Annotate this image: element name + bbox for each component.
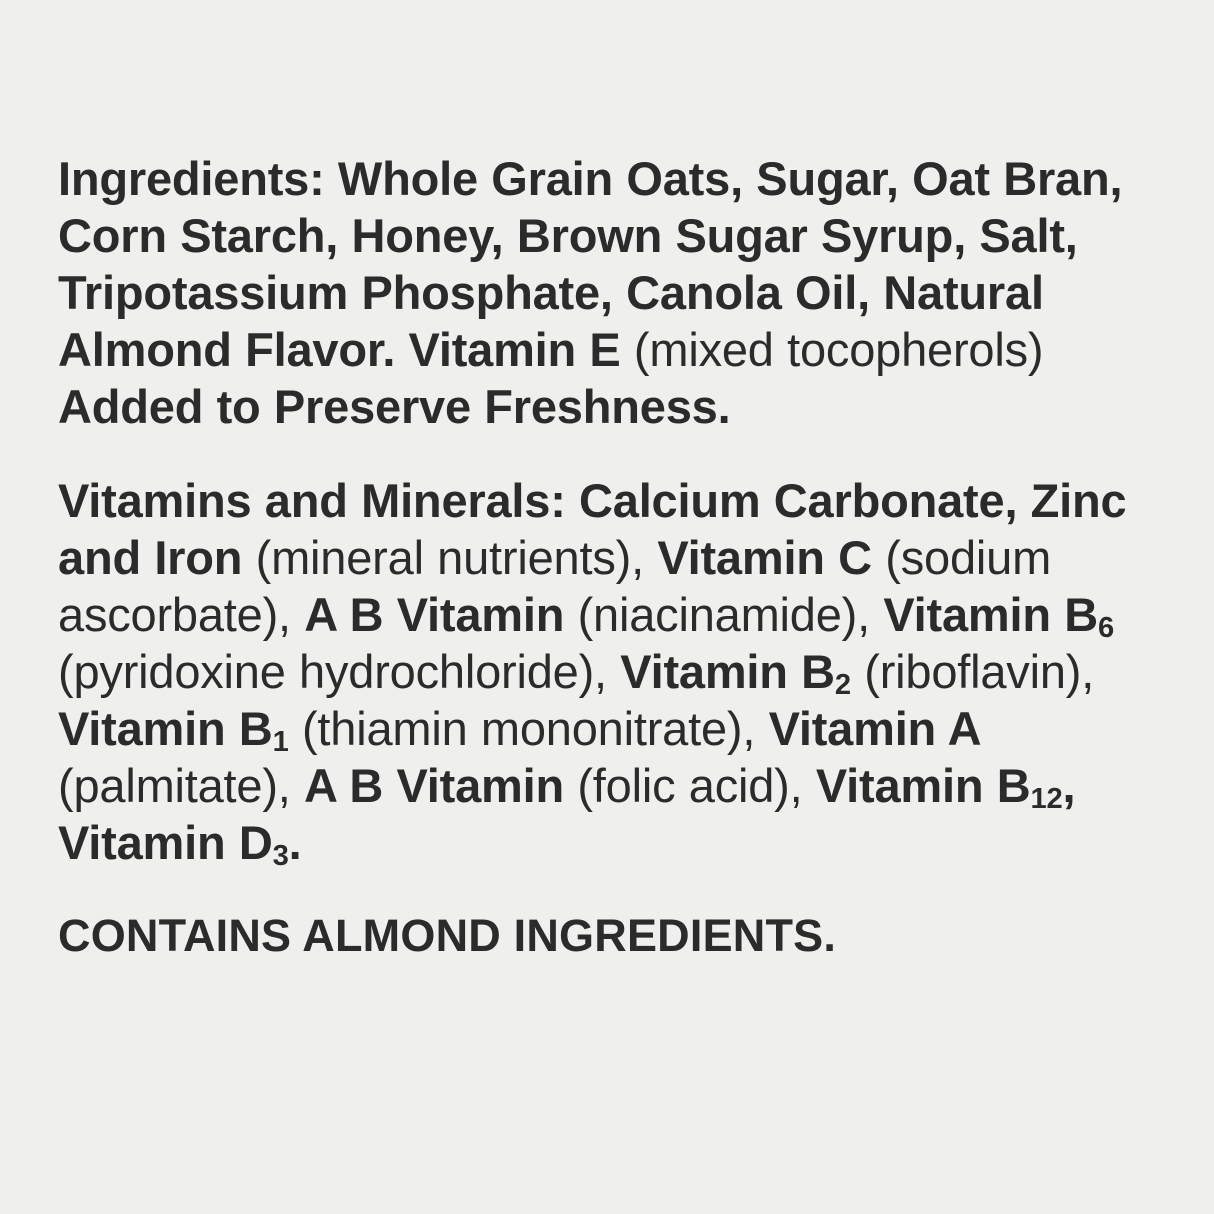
vitamin-b1-detail: (thiamin mononitrate),	[288, 702, 769, 755]
vitamin-b2-label: Vitamin B	[620, 645, 835, 698]
b-vitamin-folic-acid-label: A B Vitamin	[304, 759, 564, 812]
label-text-content	[58, 150, 1168, 963]
vitamin-d3-terminator: .	[288, 816, 302, 869]
vitamin-b6-label: Vitamin B	[883, 588, 1098, 641]
vitamin-c-detail: (sodium ascorbate),	[58, 531, 1052, 641]
vitamin-b6-detail: (pyridoxine hydrochloride),	[58, 645, 621, 698]
vitamin-e-detail: (mixed tocopherols)	[620, 323, 1044, 376]
vitamin-b12-label: Vitamin B	[815, 759, 1031, 812]
vitamin-b1-subscript: 1	[272, 726, 289, 759]
vitamin-b2-detail: (riboflavin),	[850, 645, 1095, 698]
b-vitamin-folic-acid-detail: (folic acid),	[564, 759, 816, 812]
vitamins-segment-1-plain: (mineral nutrients),	[242, 531, 658, 584]
vitamin-b1-label: Vitamin B	[58, 702, 273, 755]
vitamin-c-label: Vitamin C	[657, 531, 872, 584]
vitamin-b2-subscript: 2	[834, 669, 851, 702]
vitamin-d3-label: Vitamin D	[58, 816, 273, 869]
vitamin-e-label: Vitamin E	[408, 323, 621, 376]
ingredients-paragraph	[58, 150, 1168, 435]
vitamin-a-detail: (palmitate),	[58, 759, 305, 812]
vitamins-segment-1-bold: Calcium Carbonate, Zinc and Iron	[58, 474, 1127, 584]
b-vitamin-niacinamide-label: A B Vitamin	[304, 588, 565, 641]
allergen-statement: CONTAINS ALMOND INGREDIENTS.	[58, 910, 837, 961]
vitamins-minerals-paragraph	[58, 472, 1168, 871]
ingredients-heading: Ingredients:	[58, 152, 325, 205]
vitamin-d3-subscript: 3	[272, 840, 289, 873]
vitamin-b12-subscript: 12	[1030, 783, 1063, 816]
vitamins-minerals-heading: Vitamins and Minerals:	[58, 474, 566, 527]
vitamin-a-label: Vitamin A	[768, 702, 982, 755]
vitamin-b12-separator: ,	[1062, 759, 1076, 812]
preserve-freshness-note: Added to Preserve Freshness.	[58, 380, 731, 433]
ingredients-body: Whole Grain Oats, Sugar, Oat Bran, Corn Starch, Honey, Brown Sugar Syrup, Salt, Tripotassium Phosphate, Canola Oil, Natural Almond Flavor.	[58, 152, 1123, 376]
b-vitamin-niacinamide-detail: (niacinamide),	[564, 588, 884, 641]
vitamin-b6-subscript: 6	[1097, 612, 1114, 645]
